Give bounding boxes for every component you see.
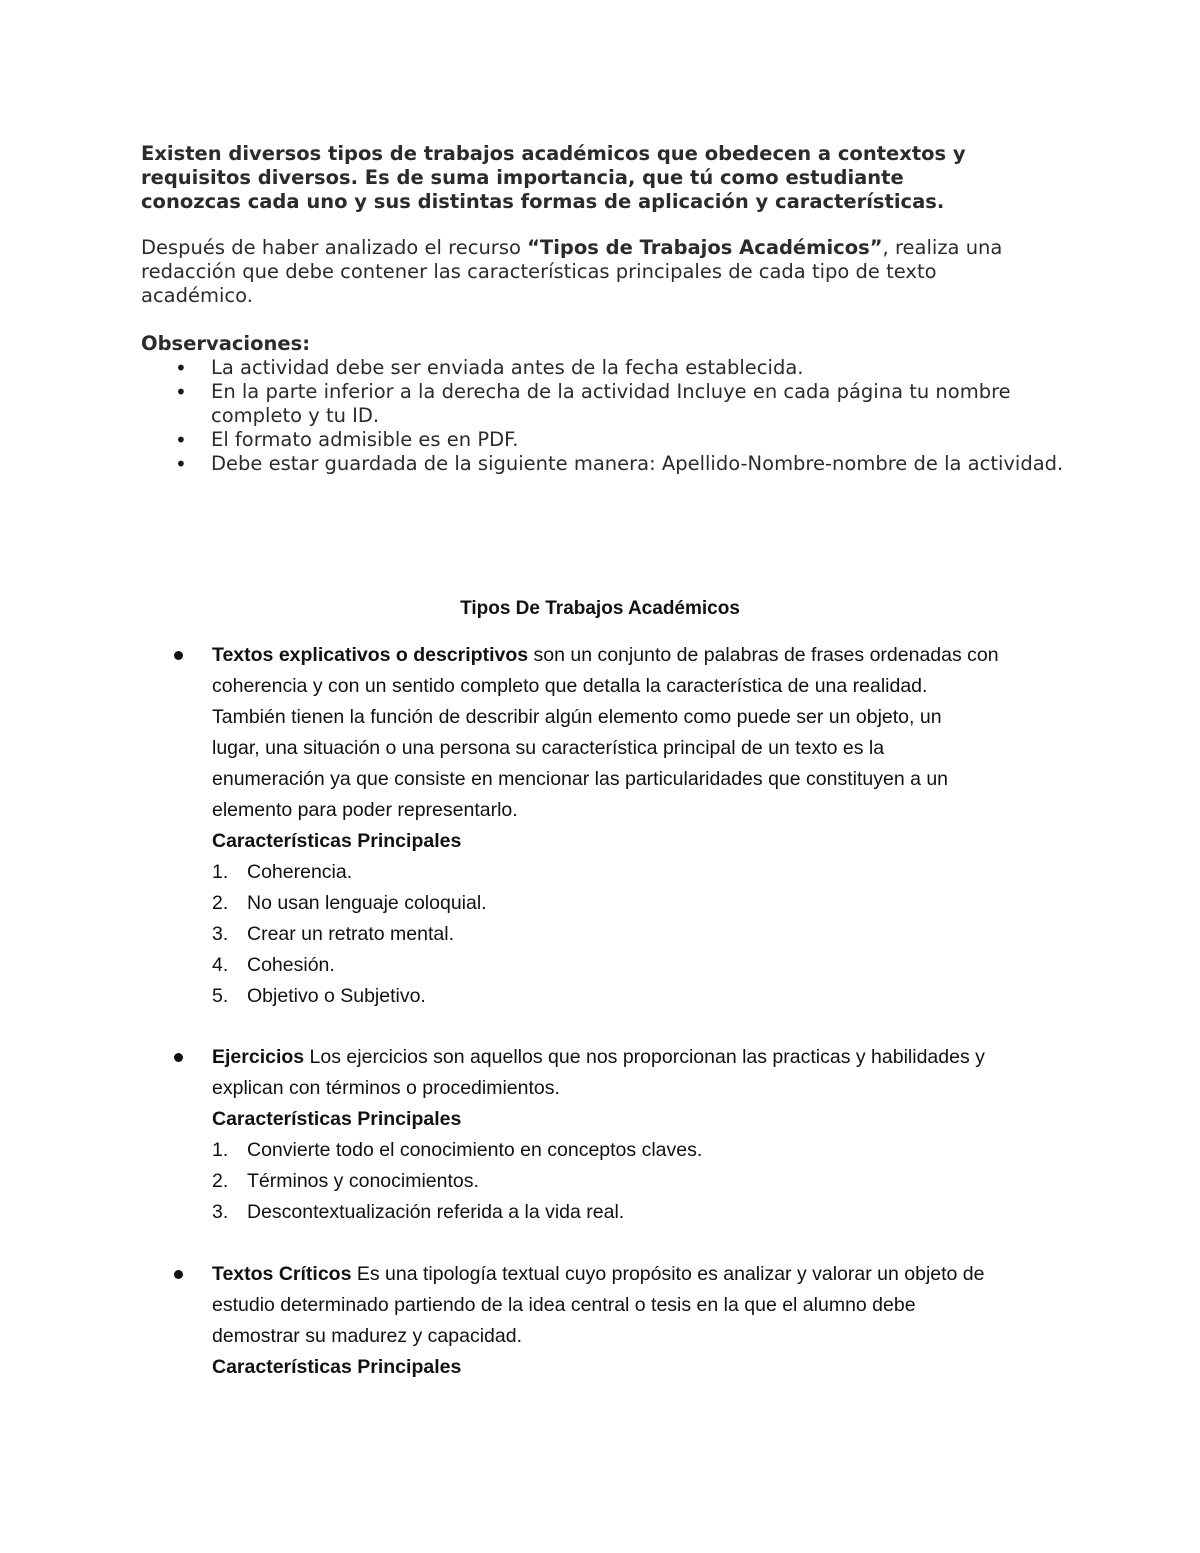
section-text: lugar, una situación o una persona su característica principal de un texto es la <box>212 737 885 759</box>
list-item <box>212 950 1082 981</box>
section-text: elemento para poder representarlo. <box>212 799 518 821</box>
section-text: son un conjunto de palabras de frases ordenadas con <box>528 644 999 666</box>
list-text: Términos y conocimientos. <box>247 1170 479 1192</box>
section-text: demostrar su madurez y capacidad. <box>212 1325 522 1347</box>
list-number: 2. <box>212 1170 229 1192</box>
list-text: Convierte todo el conocimiento en conceptos claves. <box>247 1139 703 1161</box>
section-text: También tienen la función de describir algún elemento como puede ser un objeto, un <box>212 706 942 728</box>
list-number: 3. <box>212 1201 229 1223</box>
list-text: Coherencia. <box>247 861 353 883</box>
section-term: Textos Críticos <box>212 1263 352 1285</box>
section-term: Textos explicativos o descriptivos <box>212 644 529 666</box>
bullet-icon <box>172 1259 186 1290</box>
list-number: 2. <box>212 892 229 914</box>
list-text: Objetivo o Subjetivo. <box>247 985 426 1007</box>
observations <box>141 332 1081 476</box>
observations-list <box>141 356 1081 476</box>
list-number: 5. <box>212 985 229 1007</box>
list-item <box>212 1197 1082 1228</box>
observation-item: • La actividad debe ser enviada antes de la fecha establecida. <box>141 356 1081 380</box>
section-text: estudio determinado partiendo de la idea central o tesis en la que el alumno debe <box>212 1294 916 1316</box>
section-subtitle: Características Principales <box>212 1356 462 1378</box>
intro-line: conozcas cada uno y sus distintas formas de aplicación y características. <box>141 190 945 213</box>
intro-line: requisitos diversos. Es de suma importancia, que tú como estudiante <box>141 166 904 189</box>
section-textos-explicativos <box>212 640 1082 1012</box>
task-text: , realiza una <box>882 236 1003 259</box>
list-item <box>212 981 1082 1012</box>
section-textos-criticos <box>212 1259 1082 1383</box>
list-item <box>212 1135 1082 1166</box>
intro-paragraph <box>141 142 1081 214</box>
task-line: redacción que debe contener las características principales de cada tipo de texto <box>141 260 937 283</box>
section-text: explican con términos o procedimientos. <box>212 1077 560 1099</box>
task-line: académico. <box>141 284 253 307</box>
observation-item: • Debe estar guardada de la siguiente manera: Apellido-Nombre-nombre de la actividad. <box>141 452 1081 476</box>
section-term: Ejercicios <box>212 1046 305 1068</box>
task-paragraph <box>141 236 1081 308</box>
section-subtitle: Características Principales <box>212 830 462 852</box>
observation-item: • El formato admisible es en PDF. <box>141 428 1081 452</box>
characteristics-list <box>212 857 1082 1012</box>
section-paragraph <box>212 1259 1082 1290</box>
task-line <box>141 236 1081 260</box>
section-paragraph <box>212 1042 1082 1073</box>
section-text: Los ejercicios son aquellos que nos proporcionan las practicas y habilidades y <box>304 1046 985 1068</box>
task-text: Después de haber analizado el recurso <box>141 236 528 259</box>
essay-title: Tipos De Trabajos Académicos <box>460 598 740 619</box>
list-number: 1. <box>212 861 229 883</box>
list-text: Descontextualización referida a la vida real. <box>247 1201 625 1223</box>
section-paragraph <box>212 640 1082 671</box>
list-item <box>212 1166 1082 1197</box>
list-text: Crear un retrato mental. <box>247 923 455 945</box>
section-ejercicios <box>212 1042 1082 1228</box>
list-number: 4. <box>212 954 229 976</box>
intro-line: Existen diversos tipos de trabajos académicos que obedecen a contextos y <box>141 142 966 165</box>
section-text: Es una tipología textual cuyo propósito es analizar y valorar un objeto de <box>351 1263 985 1285</box>
resource-title: “Tipos de Trabajos Académicos” <box>527 236 883 259</box>
list-text: No usan lenguaje coloquial. <box>247 892 487 914</box>
observation-item: • En la parte inferior a la derecha de la actividad Incluye en cada página tu nombre completo y tu ID. <box>141 380 1081 428</box>
list-item <box>212 857 1082 888</box>
list-text: Cohesión. <box>247 954 335 976</box>
observations-title: Observaciones: <box>141 332 311 355</box>
section-text: enumeración ya que consiste en mencionar las particularidades que constituyen a un <box>212 768 949 790</box>
section-text: coherencia y con un sentido completo que detalla la característica de una realidad. <box>212 675 928 697</box>
bullet-icon <box>172 640 186 671</box>
characteristics-list <box>212 1135 1082 1228</box>
list-item <box>212 919 1082 950</box>
list-number: 1. <box>212 1139 229 1161</box>
bullet-icon <box>172 1042 186 1073</box>
section-subtitle: Características Principales <box>212 1108 462 1130</box>
list-item <box>212 888 1082 919</box>
list-number: 3. <box>212 923 229 945</box>
